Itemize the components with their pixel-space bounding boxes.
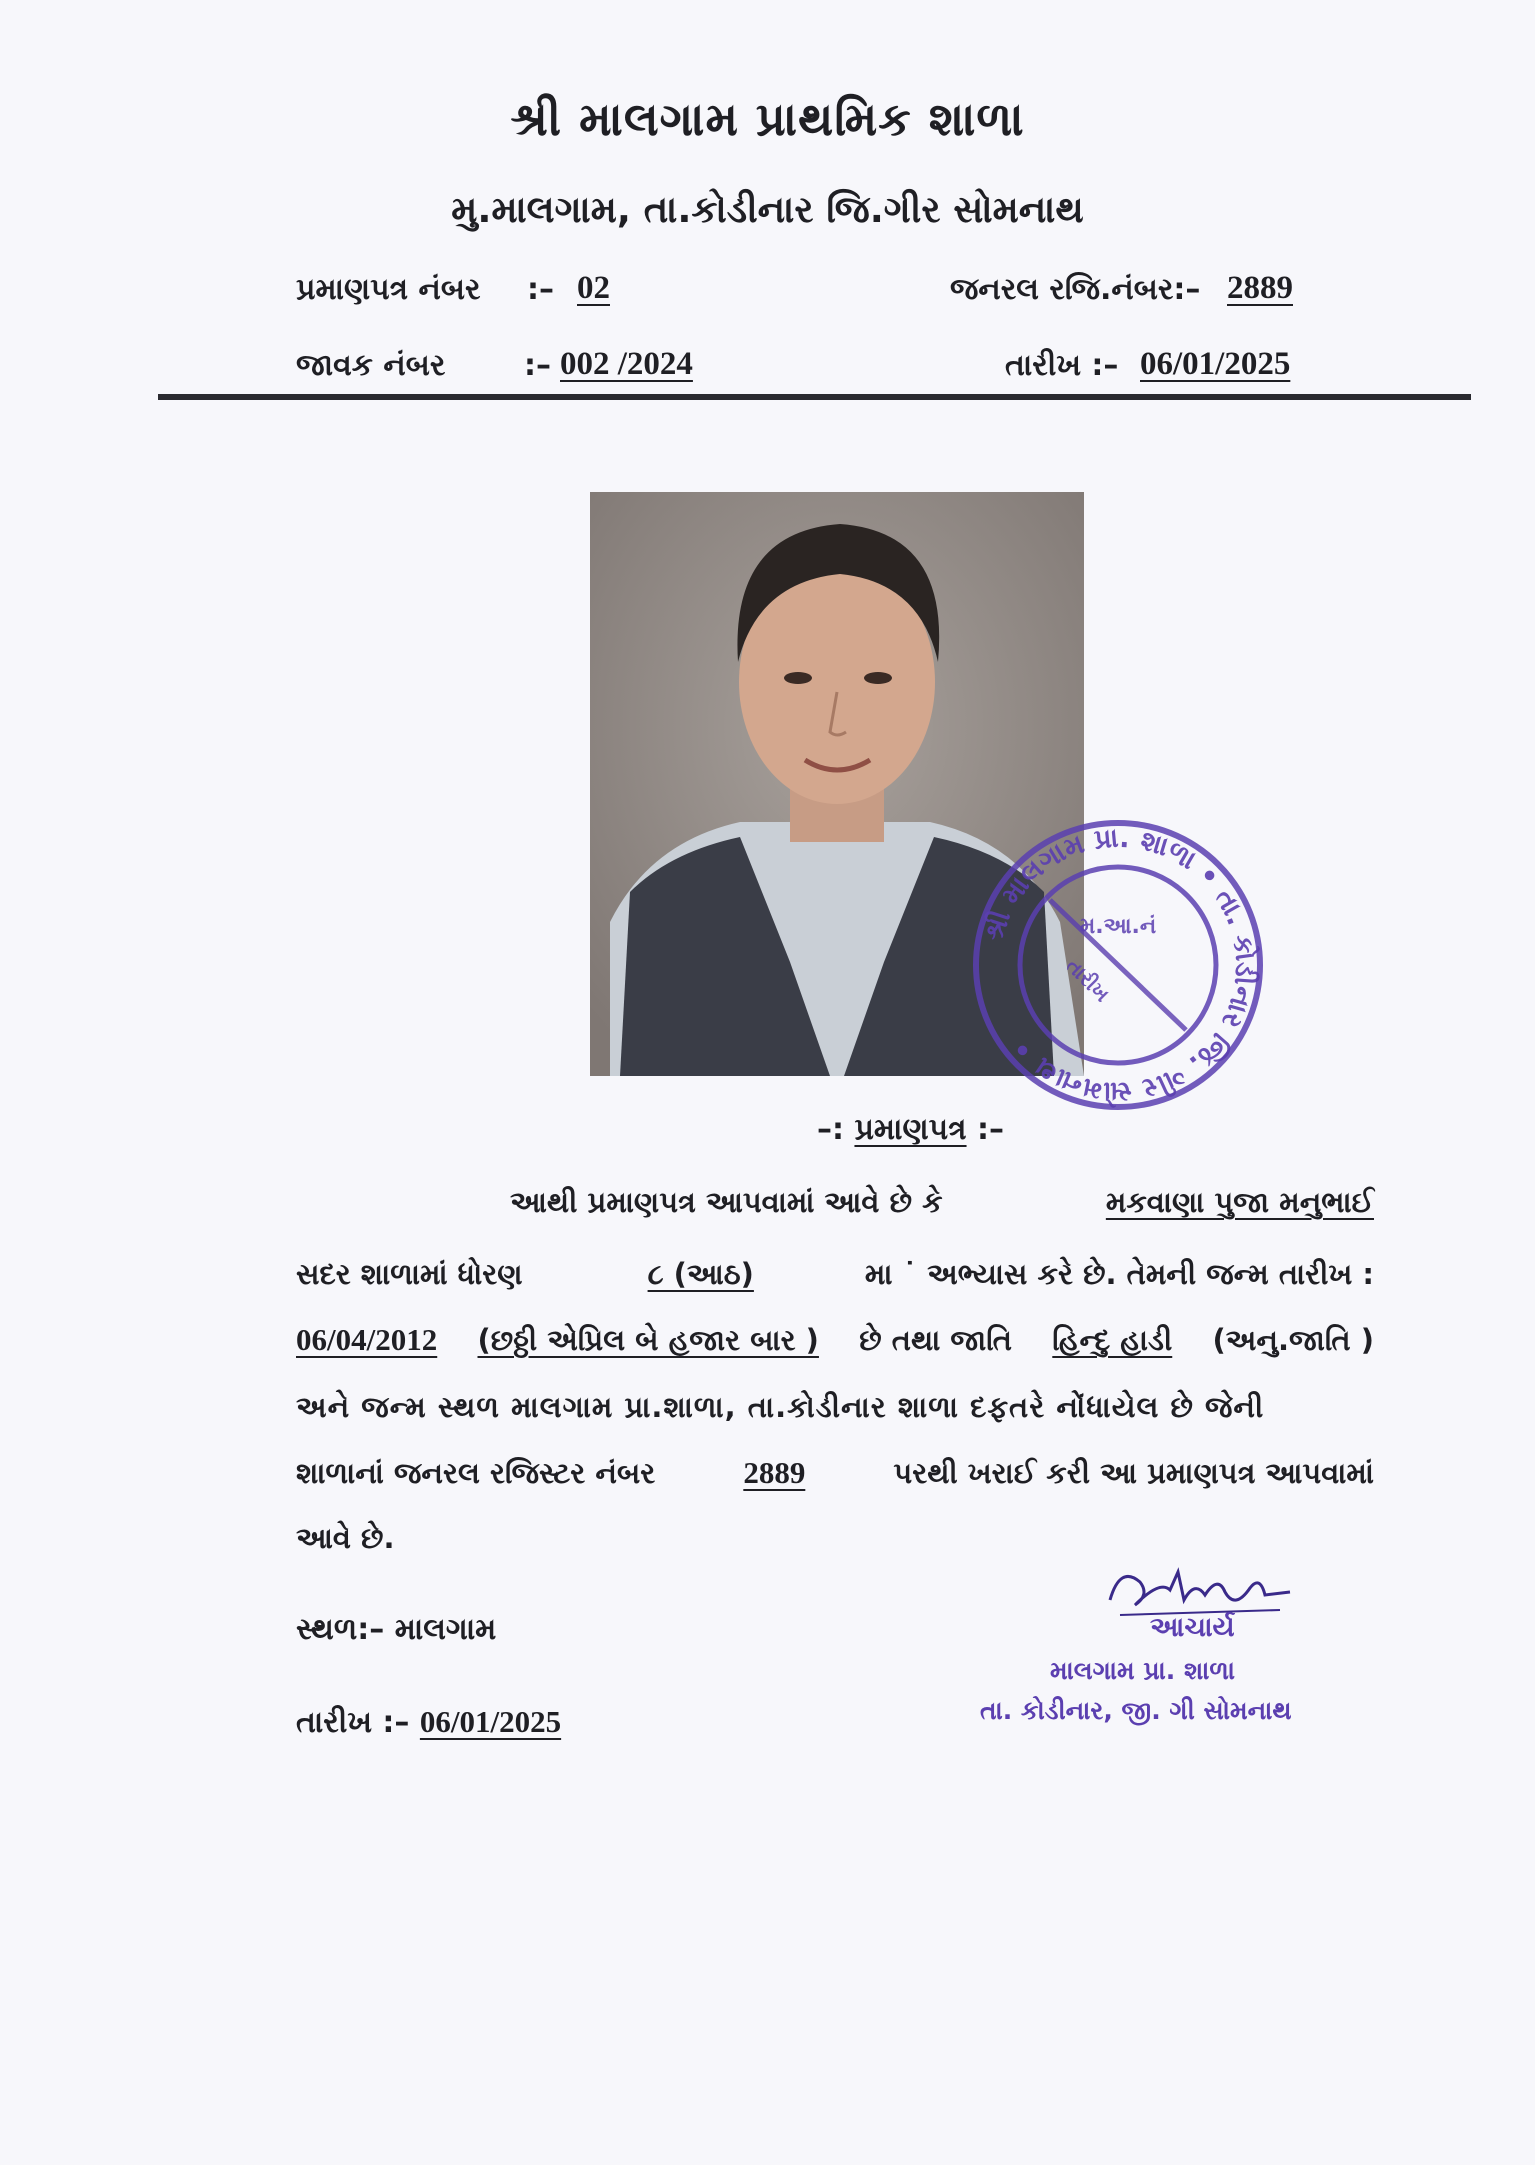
line1-pre: આથી પ્રમાણપત્ર આપવામાં આવે છે કે [510,1185,943,1219]
place-label: સ્થળ:– [296,1612,385,1647]
certificate-heading [817,1112,1004,1147]
line2-pre: સદર શાળામાં ધોરણ [296,1257,523,1291]
certificate-no-sep: :– [527,272,554,307]
line5-post: પરથી ખરાઈ કરી આ પ્રમાણપત્ર આપવામાં [893,1456,1374,1490]
place-row [296,1612,496,1647]
heading-left: –: [817,1112,844,1147]
register-no: 2889 [743,1455,806,1490]
body-line-1 [510,1185,1374,1220]
body-line-4 [296,1390,1374,1425]
caste: હિન્દુ હાડી [1052,1323,1173,1357]
school-seal-stamp [968,815,1268,1115]
heading-right: :– [977,1112,1004,1147]
certificate-no: 02 [577,270,610,306]
standard: ૮ (આઠ) [647,1257,754,1291]
birth-date: 06/04/2012 [296,1322,438,1357]
birth-date-words: (છઠ્ઠી એપ્રિલ બે હજાર બાર ) [477,1323,819,1357]
line4: અને જન્મ સ્થળ માલગામ પ્રા.શાળા, તા.કોડીનાર શાળા દફતરે નોંધાયેલ છે જેની [296,1390,1265,1424]
footer-date-row [296,1704,561,1740]
issue-date: 06/01/2025 [1140,346,1291,382]
body-line-2 [296,1257,1374,1292]
footer-date: 06/01/2025 [419,1704,562,1739]
general-reg-label: જનરલ રજિ.નંબર:– [950,272,1201,307]
caste-category: (અનુ.જાતિ ) [1212,1323,1374,1357]
outward-no-label: જાવક નંબર [296,348,446,383]
certificate-no-label: પ્રમાણપત્ર નંબર [296,272,481,307]
student-name: મકવાણા પુજા મનુભાઈ [1105,1185,1374,1219]
general-reg-no: 2889 [1227,270,1293,306]
line2-post: મા ˙ અભ્યાસ કરે છે. તેમની જન્મ તારીખ : [864,1257,1374,1291]
principal-school: માલગામ પ્રા. શાળા [1050,1656,1235,1685]
outward-no: 002 /2024 [560,346,693,382]
stamp-ring-text: શ્રી માલગામ પ્રા. શાળા • તા. કોડીનાર જિ. ગીર સોમનાથ • [978,822,1261,1108]
principal-taluka: તા. કોડીનાર, જી. ગી સોમનાથ [980,1696,1292,1725]
heading-text: પ્રમાણપત્ર [854,1112,967,1147]
body-line-6: આવે છે. [296,1521,395,1555]
header-divider [158,394,1471,400]
place: માલગામ [394,1612,497,1647]
school-address: મુ.માલગામ, તા.કોડીનાર જિ.ગીર સોમનાથ [451,188,1084,231]
principal-designation: આચાર્ય [1150,1612,1235,1643]
stamp-inner-mid: તારીખ [1061,953,1115,1007]
body-line-3 [296,1322,1374,1358]
line3-mid: છે તથા જાતિ [859,1323,1013,1357]
school-name: શ્રી માલગામ પ્રાથમિક શાળા [510,92,1025,146]
stamp-inner-top: મ.આ.નં [1079,914,1157,939]
date-label: તારીખ :– [1005,348,1119,383]
footer-date-label: તારીખ :– [296,1705,410,1740]
body-line-5 [296,1455,1374,1491]
outward-no-sep: :– [524,348,551,383]
line5-pre: શાળાનાં જનરલ રજિસ્ટર નંબર [296,1456,656,1490]
